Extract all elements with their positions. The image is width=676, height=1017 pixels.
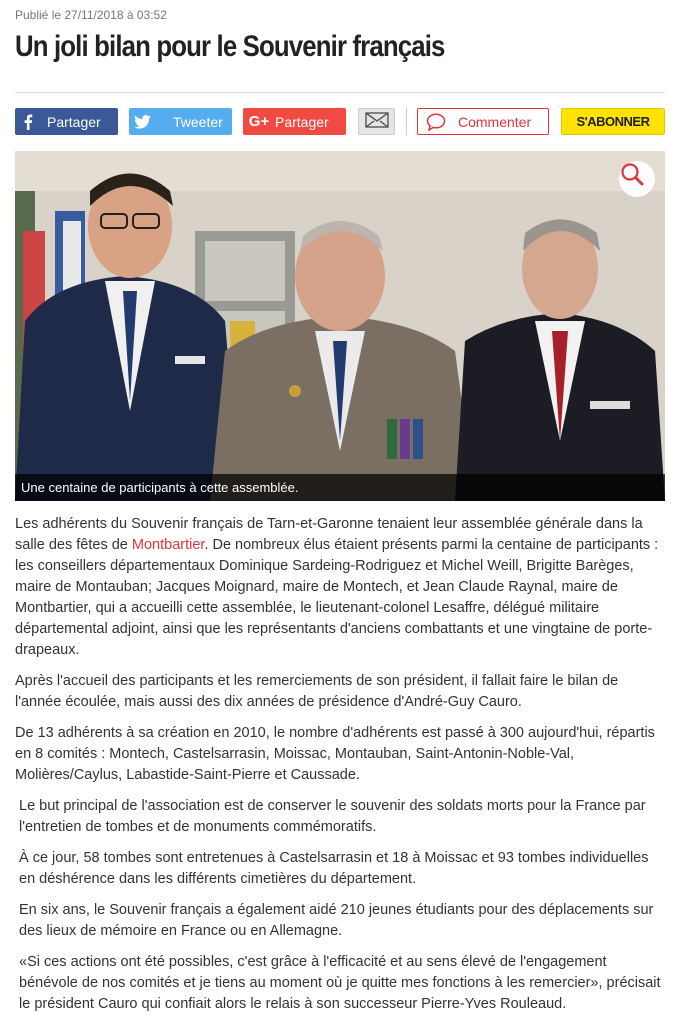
paragraph-1	[15, 514, 668, 661]
twitter-share-label: Tweeter	[173, 113, 223, 130]
comment-bubble-icon	[418, 113, 454, 131]
paragraph-6: En six ans, le Souvenir français a également aidé 210 jeunes étudiants pour des déplacements sur des lieux de mémoire en France ou en Allemagne.	[19, 902, 654, 939]
email-share-button[interactable]	[358, 108, 395, 135]
montbartier-link[interactable]: Montbartier	[131, 537, 205, 553]
comment-label: Commenter	[458, 113, 532, 130]
facebook-icon	[15, 114, 41, 130]
paragraph-4: Le but principal de l'association est de conserver le souvenir des soldats morts pour la France par l'entretien de tombes et de monuments commémoratifs.	[19, 798, 646, 835]
article-body	[15, 514, 668, 1017]
share-bar	[15, 108, 665, 135]
publication-date: Publié le 27/11/2018 à 03:52	[15, 8, 167, 22]
photo-caption: Une centaine de participants à cette assemblée.	[15, 474, 665, 501]
subscribe-button[interactable]	[561, 108, 665, 135]
share-separator	[406, 108, 407, 135]
article-title: Un joli bilan pour le Souvenir français	[15, 30, 445, 63]
comment-button[interactable]	[417, 108, 549, 135]
zoom-button[interactable]	[619, 161, 655, 197]
article-photo[interactable]	[15, 151, 665, 501]
mail-icon	[365, 112, 389, 131]
paragraph-5: À ce jour, 58 tombes sont entretenues à Castelsarrasin et 18 à Moissac et 93 tombes individuelles en déshérence dans les différents cimetières du département.	[19, 850, 649, 887]
subscribe-label: S'ABONNER	[576, 114, 650, 129]
paragraph-7: «Si ces actions ont été possibles, c'est grâce à l'efficacité et au sens élevé de l'engagement bénévole de nos comités et je tiens au moment où je quitte mes fonctions à les remercier», précisait le président Cauro qui confiait alors le relais à son successeur Pierre-Yves Rouleaud.	[19, 954, 661, 1012]
facebook-share-button[interactable]	[15, 108, 118, 135]
paragraph-3: De 13 adhérents à sa création en 2010, le nombre d'adhérents est passé à 300 aujourd'hui, répartis en 8 comités : Montech, Castelsarrasin, Moissac, Montauban, Saint-Antonin-Noble-Val, Molières/Caylus, Labastide-Saint-Pierre et Caussade.	[15, 725, 655, 783]
paragraph-2: Après l'accueil des participants et les remerciements de son président, il fallait faire le bilan de l'année écoulée, mais aussi des dix années de présidence d'André-Guy Cauro.	[15, 673, 619, 710]
google-plus-icon: G+	[248, 113, 270, 130]
twitter-share-button[interactable]	[129, 108, 232, 135]
title-divider	[15, 92, 665, 93]
google-plus-share-button[interactable]	[243, 108, 346, 135]
paragraph-1-start: Les adhérents du Souvenir français de Tarn-et-Garonne tenaient leur assemblée générale dans la salle des fêtes de	[15, 516, 643, 553]
paragraph-1-end: . De nombreux élus étaient présents parmi la centaine de participants : les conseillers départementaux Dominique Sardeing-Rodriguez et Michel Weill, Brigitte Barèges, maire de Montauban; Jacques Moignard, maire de Montech, et Jean Claude Raynal, maire de Montbartier, qui a accueilli cette assemblée, le lieutenant-colonel Lesaffre, délégué militaire départemental adjoint, ainsi que les représentants d'anciens combattants et une vingtaine de porte-drapeaux.	[15, 537, 659, 658]
twitter-icon	[129, 115, 155, 129]
facebook-share-label: Partager	[47, 113, 101, 130]
photo-illustration	[15, 151, 665, 501]
google-plus-share-label: Partager	[275, 113, 329, 130]
